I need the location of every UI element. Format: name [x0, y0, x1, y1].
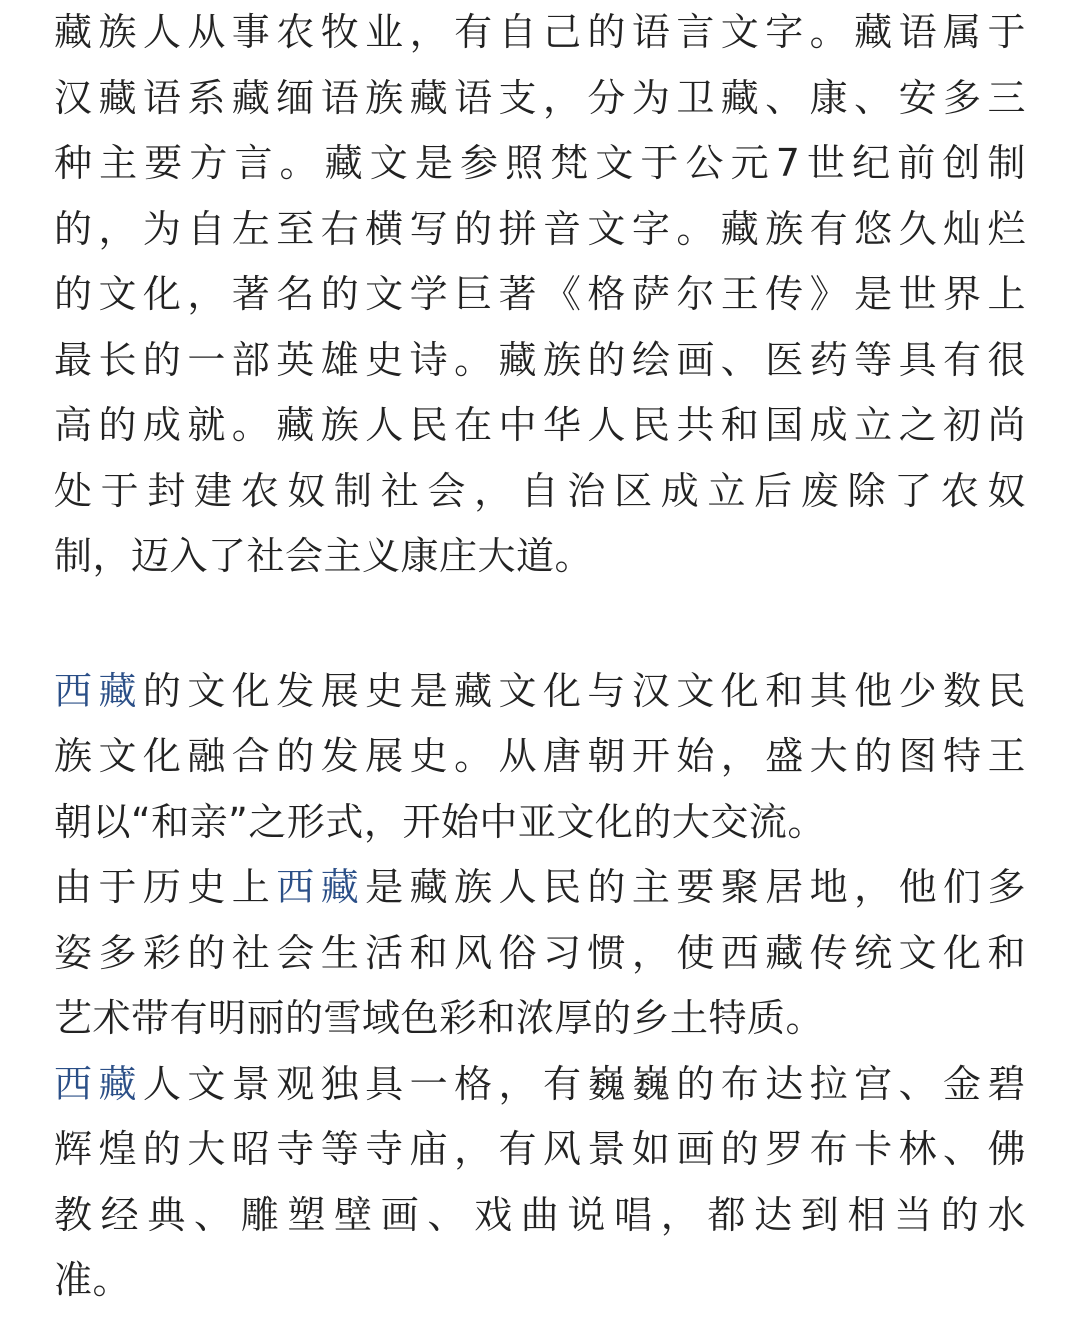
text-line: 高的成就。藏族人民在中华人民共和国成立之初尚: [54, 403, 1026, 447]
text-line: 最长的一部英雄史诗。藏族的绘画、医药等具有很: [54, 337, 1026, 382]
text-line: 处于封建农奴制社会，自治区成立后废除了农奴: [54, 468, 1026, 513]
text-run: 人文景观独具一格，有巍巍的布达拉宫、金碧: [142, 1061, 1026, 1106]
xizang-link[interactable]: 西藏: [54, 668, 143, 713]
text-line: 制，迈入了社会主义康庄大道。: [54, 534, 594, 578]
text-line: [54, 1052, 1026, 1118]
text-line: 汉藏语系藏缅语族藏语支，分为卫藏、康、安多三: [54, 75, 1026, 120]
text-line: 种主要方言。藏文是参照梵文于公元7世纪前创制: [54, 141, 1026, 185]
text-line: [54, 855, 1026, 921]
text-line: 辉煌的大昭寺等寺庙，有风景如画的罗布卡林、佛: [54, 1127, 1026, 1171]
text-line: 朝以“和亲”之形式，开始中亚文化的大交流。: [54, 799, 826, 844]
text-line: 的，为自左至右横写的拼音文字。藏族有悠久灿烂: [54, 206, 1026, 251]
text-run: 是藏族人民的主要聚居地，他们多: [365, 865, 1026, 909]
text-line: 的文化，著名的文学巨著《格萨尔王传》是世界上: [54, 272, 1026, 316]
paragraph-4: [54, 1052, 1026, 1314]
text-line: 教经典、雕塑壁画、戏曲说唱，都达到相当的水: [54, 1192, 1026, 1237]
paragraph-spacer: [54, 590, 1026, 659]
article-body: [54, 0, 1026, 1314]
text-line: 藏族人从事农牧业，有自己的语言文字。藏语属于: [54, 10, 1026, 54]
text-run: 由于历史上: [54, 865, 277, 909]
paragraph-3: [54, 855, 1026, 1052]
text-run: 的文化发展史是藏文化与汉文化和其他少数民: [142, 668, 1026, 713]
paragraph-2: [54, 659, 1026, 856]
text-line: [54, 659, 1026, 725]
xizang-link[interactable]: 西藏: [276, 865, 366, 909]
xizang-link[interactable]: 西藏: [54, 1061, 143, 1106]
text-line: 族文化融合的发展史。从唐朝开始，盛大的图特王: [54, 734, 1026, 778]
text-line: 艺术带有明丽的雪域色彩和浓厚的乡土特质。: [54, 996, 825, 1040]
text-line: 准。: [54, 1258, 132, 1302]
paragraph-1: [54, 0, 1026, 590]
text-line: 姿多彩的社会生活和风俗习惯，使西藏传统文化和: [54, 930, 1026, 975]
